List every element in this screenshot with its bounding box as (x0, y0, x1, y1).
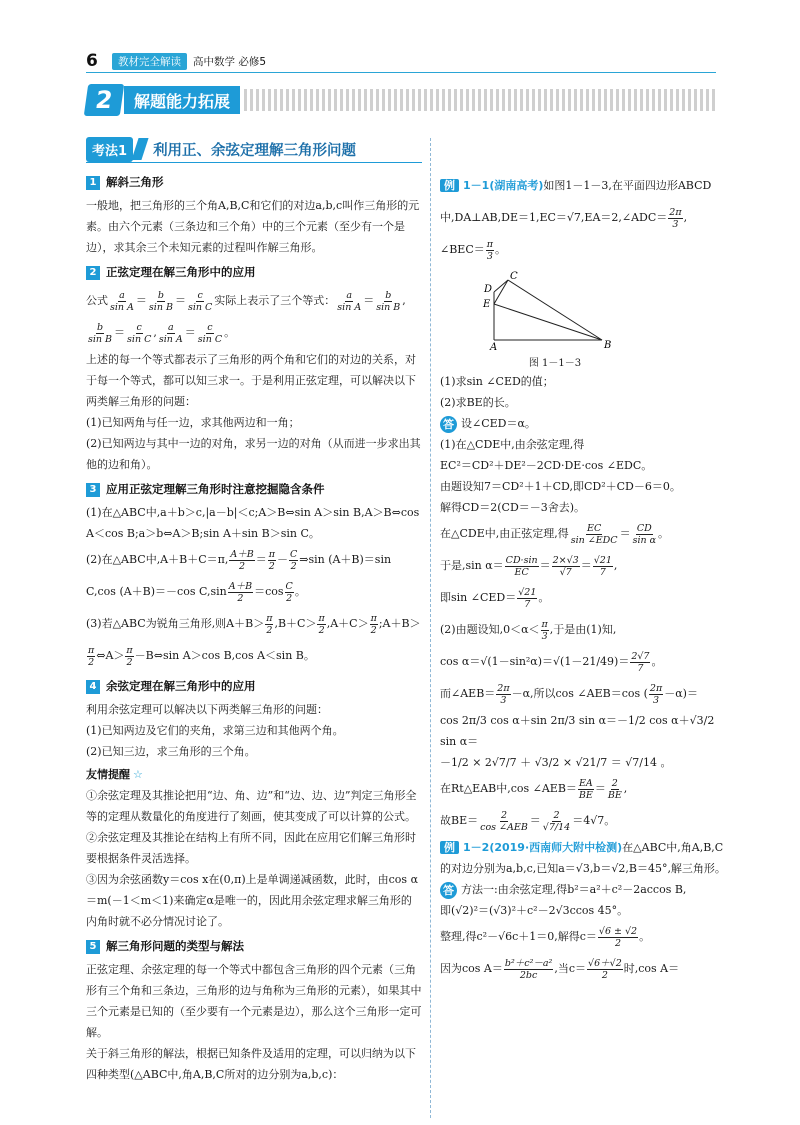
answer-badge: 答 (440, 882, 457, 899)
solution-line: 整理,得c²－√6c＋1＝0,解得c＝ $\frac{√6 \pm √2}{2}$ 。 (440, 925, 651, 949)
example-question: 例 1－2(2019·西南师大附中检测)在△ABC中,角A,B,C的对边分别为a,b,c,已知a＝√3,b＝√2,B＝45°,解三角形。 (440, 841, 726, 875)
example-question: 例 1－1(湖南高考)如图1－1－3,在平面四边形ABCD中,DA⊥AB,DE＝1,EC＝√7,EA＝2,∠ADC＝ $\frac{2\pi}{3}$ , (440, 179, 712, 230)
line-EB (494, 304, 602, 340)
solution-line: EC²＝CD²＋DE²－2CD·DE·cos ∠EDC。 (440, 459, 653, 472)
subsection-heading (86, 676, 422, 697)
solution-line: 答 设∠CED＝α。 (440, 413, 730, 434)
paragraph: 上述的每一个等式都表示了三角形的两个角和它们的对边的关系，对于每一个等式，都可以知三求一。于是利用正弦定理，可以解决以下两类解三角形的问题： (86, 353, 416, 408)
subsection-title: 应用正弦定理解三角形时注意挖掘隐含条件 (106, 482, 325, 496)
solution-line: (2)由题设知,0＜α＜ $\frac{\pi}{3}$ ,于是由(1)知, (440, 618, 617, 642)
example-tag: 例 (440, 841, 459, 854)
section-title: 解题能力拓展 (124, 86, 240, 114)
formula-line: (2)在△ABC中,A＋B＋C＝π, $\frac{A+B}{2}$ ＝ $\frac{\pi}{2}$ － $\frac{C}{2}$ ⇒sin (A＋B)＝sin C,cos (A＋B)＝－cos C,sin $\frac{A+B}{2}$ ＝cos $\frac{C}{2}$ 。 (86, 548, 392, 604)
tip-item: ③因为余弦函数y＝cos x在(0,π)上是单调递减函数，此时，由cos α＝m(－1＜m＜1)来确定α是唯一的，因此用余弦定理求解三角形的内角时就不必分情况讨论了。 (86, 873, 419, 928)
line-EC (494, 280, 508, 304)
label-C: C (510, 271, 518, 282)
running-header (86, 52, 266, 70)
list-item: (2)已知两边与其中一边的对角，求另一边的对角（从而进一步求出其他的边和角）。 (86, 437, 421, 471)
formula-line: (3)若△ABC为锐角三角形,则A＋B＞ $\frac{\pi}{2}$ ,B＋C＞ $\frac{\pi}{2}$ ,A＋C＞ $\frac{\pi}{2}$ ;A＋B＞ $\frac{\pi}{2}$ ⇔A＞ $\frac{\pi}{2}$ －B⇔sin A＞cos B,cos A＜sin B。 (86, 612, 421, 668)
quadrilateral-diagram (480, 270, 630, 350)
column-divider (430, 138, 431, 1118)
subsection-number: 4 (86, 680, 100, 694)
subsection-number: 3 (86, 483, 100, 497)
formula-line: $\frac{b}{\text{sin B}}$ ＝ $\frac{c}{\text{sin C}}$ , $\frac{a}{\text{sin A}}$ ＝ $\frac{c}{\text{sin C}}$ 。 (88, 321, 236, 345)
solution-line: 因为cos A＝ $\frac{\text{b²＋c²－a²}}{2bc}$ ,当c＝ $\frac{√6+√2}{2}$ 时,cos A＝ (440, 957, 680, 981)
section-banner (86, 84, 716, 116)
tip-item: ②余弦定理及其推论在结构上有所不同，因此在应用它们解三角形时要根据条件灵活选择。 (86, 831, 416, 865)
example-question-cont: ∠BEC＝ $\frac{\pi}{3}$ 。 (440, 238, 506, 262)
paragraph: (1)在△ABC中,a＋b＞c,|a－b|＜c;A＞B⇔sin A＞sin B,A＞B⇔cos A＜cos B;a＞b⇔A＞B;sin A＋sin B＞sin C。 (86, 506, 420, 540)
list-item: (1)已知两角与任一边，求其他两边和一角； (86, 416, 300, 429)
subsection-title: 余弦定理在解三角形中的应用 (106, 679, 256, 693)
subsection-title: 正弦定理在解三角形中的应用 (106, 265, 256, 279)
line-DC (494, 280, 508, 292)
tip-item: ①余弦定理及其推论把用“边、角、边”和“边、边、边”判定三角形全等的定理从数量化的角度进行了刻画，使其变成了可以计算的公式。 (86, 789, 417, 823)
banner-stripes (244, 89, 716, 111)
solution-line: cos α＝√(1－sin²α)＝√(1－21/49)＝ $\frac{2√7}{7}$ 。 (440, 650, 663, 674)
solution-line: 答 方法一:由余弦定理,得b²＝a²＋c²－2accos B, (440, 879, 730, 900)
solution-line: 即(√2)²＝(√3)²＋c²－2√3ccos 45°。 (440, 904, 629, 917)
paragraph: 正弦定理、余弦定理的每一个等式中都包含三角形的四个元素（三角形有三个角和三条边，三角形的边与角称为三角形的元素），如果其中三个元素是已知的（至少要有一个元素是边），那么这个三角形一定可解。 (86, 963, 422, 1039)
solution-line: 在Rt△EAB中,cos ∠AEB＝ $\frac{EA}{BE}$ ＝ $\frac{2}{BE}$ , (440, 777, 628, 801)
solution-line: (1)在△CDE中,由余弦定理,得 (440, 438, 585, 451)
series-badge: 教材完全解读 (112, 53, 187, 70)
topic-title: 利用正、余弦定理解三角形问题 (153, 142, 357, 159)
line-CB (508, 280, 602, 340)
right-column (440, 170, 730, 985)
formula-line: 公式 $\frac{a}{\text{sin A}}$ ＝ $\frac{b}{\text{sin B}}$ ＝ $\frac{c}{\text{sin C}}$ 实际上表示了三个等式： $\frac{a}{\text{sin A}}$ ＝ $\frac{b}{\text{sin B}}$ , (86, 289, 406, 313)
solution-line: cos 2π/3 cos α＋sin 2π/3 sin α＝－1/2 cos α＋√3/2 sin α＝ (440, 714, 715, 748)
figure-caption: 图 1－1－3 (528, 358, 582, 369)
example-ask: (2)求BE的长。 (440, 396, 516, 409)
topic-rule (86, 162, 422, 163)
subsection-title: 解斜三角形 (106, 175, 164, 189)
subsection-heading (86, 479, 422, 500)
left-column (86, 168, 422, 1085)
example-tag: 例 (440, 179, 459, 192)
paragraph: 一般地，把三角形的三个角A,B,C和它们的对边a,b,c叫作三角形的元素。由六个元素（三条边和三个角）中的三个元素（至少有一个是边），求其余三个未知元素的过程叫作解三角形。 (86, 199, 420, 254)
paragraph: 利用余弦定理可以解决以下两类解三角形的问题： (86, 703, 328, 716)
subsection-number: 1 (86, 176, 100, 190)
header-rule (86, 72, 716, 73)
label-E: E (483, 299, 491, 310)
solution-line: 而∠AEB＝ $\frac{2\pi}{3}$ －α,所以cos ∠AEB＝cos ( $\frac{2\pi}{3}$ －α)＝ (440, 682, 698, 706)
subsection-heading (86, 172, 422, 193)
star-icon: ☆ (133, 768, 143, 781)
example-ask: (1)求sin ∠CED的值； (440, 375, 554, 388)
list-item: (1)已知两边及它们的夹角，求第三边和其他两个角。 (86, 724, 344, 737)
subsection-heading (86, 936, 422, 957)
subsection-title: 解三角形问题的类型与解法 (106, 939, 244, 953)
solution-line: 于是,sin α＝ $\frac{CD\cdot\sin}{EC}$ ＝ $\frac{2\times√3}{√7}$ ＝ $\frac{√21}{7}$ , (440, 554, 618, 578)
tip-heading: 友情提醒 ☆ (86, 768, 143, 781)
solution-line: 在△CDE中,由正弦定理,得 $\frac{EC}{\text{sin ∠EDC}}$ ＝ $\frac{CD}{\text{sin α}}$ 。 (440, 522, 670, 546)
solution-line: 即sin ∠CED＝ $\frac{√21}{7}$ 。 (440, 586, 550, 610)
label-D: D (484, 284, 493, 295)
answer-badge: 答 (440, 416, 457, 433)
topic-bar (86, 136, 422, 162)
subsection-number: 5 (86, 940, 100, 954)
topic-slash (131, 138, 148, 160)
label-A: A (490, 342, 498, 350)
section-number: 2 (84, 84, 124, 116)
subsection-number: 2 (86, 266, 100, 280)
solution-line: 由题设知7＝CD²＋1＋CD,即CD²＋CD－6＝0。 (440, 480, 681, 493)
solution-line: 解得CD＝2(CD＝－3舍去)。 (440, 501, 586, 514)
solution-line: －1/2 × 2√7/7 ＋ √3/2 × √21/7 ＝ √7/14 。 (440, 756, 672, 769)
solution-line: 故BE＝ $\frac{2}{\text{cos ∠AEB}}$ ＝ $\frac{2}{√7/14}$ ＝4√7。 (440, 809, 616, 833)
subsection-heading (86, 262, 422, 283)
geometry-figure (480, 270, 630, 371)
page-number: 6 (86, 51, 98, 71)
list-item: (2)已知三边，求三角形的三个角。 (86, 745, 256, 758)
label-B: B (604, 340, 612, 350)
topic-tag: 考法1 (86, 137, 133, 162)
paragraph: 关于斜三角形的解法，根据已知条件及适用的定理，可以归纳为以下四种类型(△ABC中,角A,B,C所对的边分别为a,b,c)： (86, 1047, 416, 1081)
book-title: 高中数学 必修5 (193, 55, 267, 68)
